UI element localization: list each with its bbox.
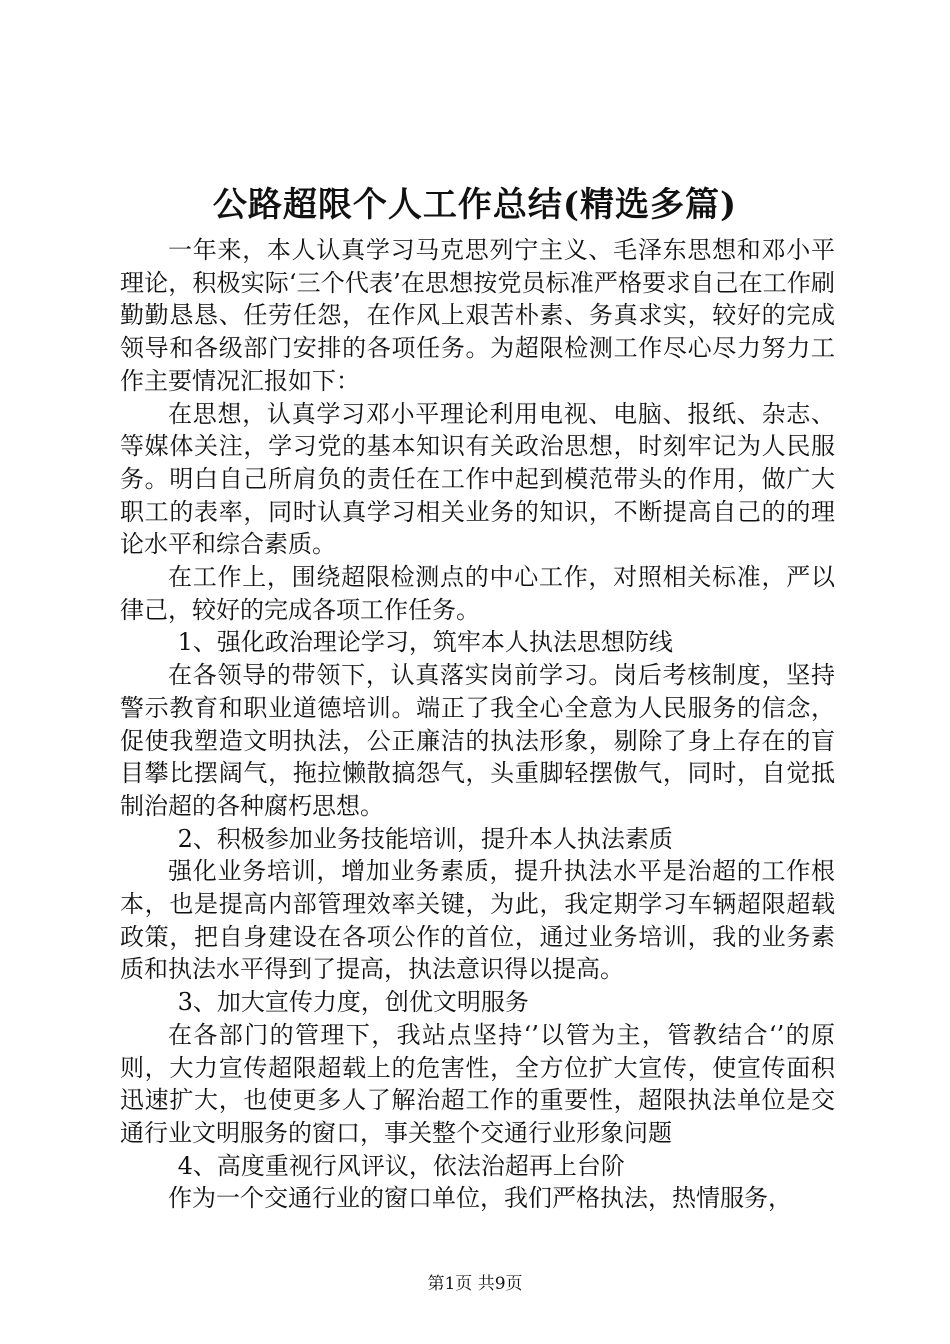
section-heading: 1、强化政治理论学习，筑牢本人执法思想防线	[177, 628, 673, 657]
paragraph: 作为一个交通行业的窗口单位，我们严格执法，热情服务，	[168, 1184, 792, 1213]
section-heading: 4、高度重视行风评议，依法治超再上台阶	[177, 1151, 625, 1180]
page-footer: 第1页 共9页	[427, 1274, 523, 1294]
paragraph: 在思想，认真学习邓小平理论利用电视、电脑、报纸、杂志、等媒体关注，学习党的基本知识有关政治思想，时刻牢记为人民服务。明白自己所肩负的责任在工作中起到模范带头的作用，做广大职工的表率，同时认真学习相关业务的知识，不断提高自己的的理论水平和综合素质。	[120, 399, 835, 559]
section-heading: 3、加大宣传力度，创优文明服务	[177, 988, 529, 1017]
paragraph: 一年来，本人认真学习马克思列宁主义、毛泽东思想和邓小平理论，积极实际‘三个代表’在思想按党员标准严格要求自己在工作刷勤勤恳恳、任劳任怨，在作风上艰苦朴素、务真求实，较好的完成领导和各级部门安排的各项任务。为超限检测工作尽心尽力努力工作主要情况汇报如下：	[120, 236, 835, 395]
paragraph: 强化业务培训，增加业务素质，提升执法水平是治超的工作根本，也是提高内部管理效率关键，为此，我定期学习车辆超限超载政策，把自身建设在各项公作的首位，通过业务培训，我的业务素质和执法水平得到了提高，执法意识得以提高。	[120, 857, 835, 984]
document-title: 公路超限个人工作总结(精选多篇)	[212, 185, 738, 225]
document-body	[120, 234, 835, 1215]
section-heading: 2、积极参加业务技能培训，提升本人执法素质	[177, 824, 673, 853]
paragraph: 在工作上，围绕超限检测点的中心工作，对照相关标准，严以律己，较好的完成各项工作任务。	[120, 563, 835, 624]
paragraph: 在各部门的管理下，我站点坚持‘’以管为主，管教结合‘’的原则，大力宣传超限超载上的危害性，全方位扩大宣传，使宣传面积迅速扩大，也使更多人了解治超工作的重要性，超限执法单位是交通行业文明服务的窗口，事关整个交通行业形象问题	[120, 1020, 835, 1147]
paragraph: 在各领导的带领下，认真落实岗前学习。岗后考核制度，坚持警示教育和职业道德培训。端正了我全心全意为人民服务的信念，促使我塑造文明执法，公正廉洁的执法形象，剔除了身上存在的盲目攀比摆阔气，拖拉懒散搞怨气，头重脚轻摆傲气，同时，自觉抵制治超的各种腐朽思想。	[120, 661, 835, 820]
